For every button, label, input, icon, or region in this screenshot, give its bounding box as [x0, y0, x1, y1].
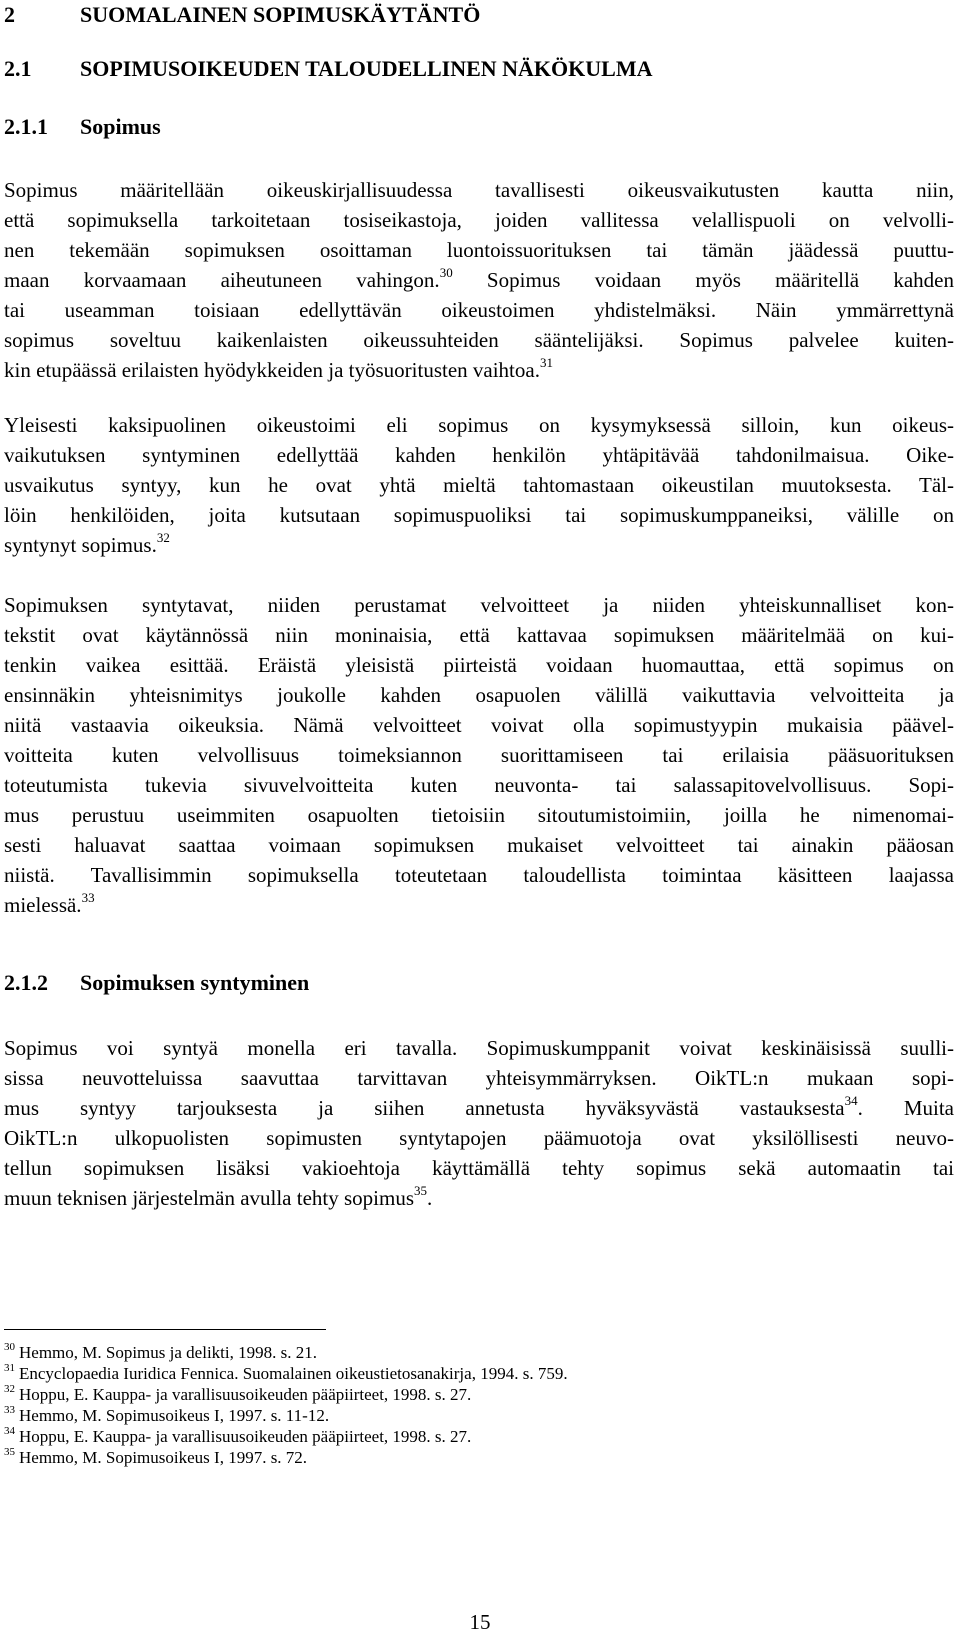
footnote-text: Encyclopaedia Iuridica Fennica. Suomalainen oikeustietosanakirja, 1994. s. 759.	[19, 1364, 568, 1383]
text-line: tekstit ovat käytännössä niin moninaisia, että kattavaa sopimuksen määritelmää on kui-	[4, 623, 954, 647]
footnote-text: Hemmo, M. Sopimusoikeus I, 1997. s. 72.	[19, 1448, 308, 1467]
text-segment: maan korvaamaan aiheutuneen vahingon.	[4, 268, 440, 292]
text-line	[4, 355, 954, 385]
subsection-heading	[4, 970, 309, 996]
footnote-ref: 32	[156, 530, 170, 545]
text-segment: .	[427, 1186, 433, 1210]
text-line: niitä vastaavia oikeuksia. Nämä velvoitteet voivat olla sopimustyypin mukaisia päävel-	[4, 713, 954, 737]
footnote-text: Hemmo, M. Sopimusoikeus I, 1997. s. 11-12.	[19, 1406, 330, 1425]
footnote	[4, 1342, 904, 1363]
heading-number: 2.1	[4, 56, 32, 81]
footnote-number: 34	[4, 1425, 15, 1438]
text-segment: Sopimus voidaan myös määritellä kahden	[452, 268, 955, 292]
heading-number: 2.1.1	[4, 114, 48, 139]
text-line	[4, 265, 954, 295]
text-line: toteutumista tukevia sivuvelvoitteita kuten neuvonta- tai salassapitovelvollisuus. Sopi-	[4, 773, 954, 797]
text-line: voitteita kuten velvollisuus toimeksiannon suorittamiseen tai erilaisia pääsuorituksen	[4, 743, 954, 767]
text-segment: kin etupäässä erilaisten hyödykkeiden ja työsuoritusten vaihtoa.	[4, 358, 540, 382]
paragraph-3	[4, 590, 954, 920]
text-line: Sopimus määritellään oikeuskirjallisuudessa tavallisesti oikeusvaikutusten kautta niin,	[4, 178, 954, 202]
text-line	[4, 530, 954, 560]
paragraph-4	[4, 1033, 954, 1213]
footnote	[4, 1384, 904, 1405]
text-line: että sopimuksella tarkoitetaan tosiseikastoja, joiden vallitessa velallispuoli on velvolli-	[4, 208, 954, 232]
heading-title: SOPIMUSOIKEUDEN TALOUDELLINEN NÄKÖKULMA	[80, 56, 653, 81]
paragraph-1	[4, 175, 954, 385]
paragraph-2	[4, 410, 954, 560]
heading-title: Sopimuksen syntyminen	[80, 970, 310, 995]
footnote	[4, 1405, 904, 1426]
footnote-number: 33	[4, 1404, 15, 1417]
footnote-number: 35	[4, 1446, 15, 1459]
section-heading	[4, 56, 652, 82]
text-line: tenkin vaikea esittää. Eräistä yleisistä piirteistä voidaan huomauttaa, että sopimus on	[4, 653, 954, 677]
subsection-heading	[4, 114, 161, 140]
text-line: nen tekemään sopimuksen osoittaman luontoissuorituksen tai tämän jäädessä puuttu-	[4, 238, 954, 262]
text-line: vaikutuksen syntyminen edellyttää kahden henkilön yhtäpitävää tahdonilmaisua. Oike-	[4, 443, 954, 467]
text-line: mus perustuu useimmiten osapuolten tietoisiin sitoutumistoimiin, joilla he nimenomai-	[4, 803, 954, 827]
text-line: tellun sopimuksen lisäksi vakioehtoja käyttämällä tehty sopimus sekä automaatin tai	[4, 1156, 954, 1180]
text-line: tai useamman toisiaan edellyttävän oikeustoimen yhdistelmäksi. Näin ymmärrettynä	[4, 298, 954, 322]
footnote-ref: 31	[539, 355, 553, 370]
heading-title: Sopimus	[80, 114, 161, 139]
footnote-ref: 34	[844, 1093, 858, 1108]
heading-title: SUOMALAINEN SOPIMUSKÄYTÄNTÖ	[80, 2, 481, 27]
text-line: Sopimus voi syntyä monella eri tavalla. Sopimuskumppanit voivat keskinäisissä suulli-	[4, 1036, 954, 1060]
footnote-number: 30	[4, 1341, 15, 1354]
footnote-text: Hoppu, E. Kauppa- ja varallisuusoikeuden pääpiirteet, 1998. s. 27.	[19, 1385, 472, 1404]
text-line: sesti haluavat saattaa voimaan sopimuksen mukaiset velvoitteet tai ainakin pääosan	[4, 833, 954, 857]
chapter-heading	[4, 2, 480, 28]
footnote-separator	[4, 1329, 326, 1330]
text-line: ensinnäkin yhteisnimitys joukolle kahden osapuolen välillä vaikuttavia velvoitteita ja	[4, 683, 954, 707]
text-segment: mielessä.	[4, 893, 82, 917]
text-line: usvaikutus syntyy, kun he ovat yhtä mieltä tahtomastaan oikeustilan muutoksesta. Täl-	[4, 473, 954, 497]
text-line	[4, 1093, 954, 1123]
text-segment: muun teknisen järjestelmän avulla tehty sopimus	[4, 1186, 415, 1210]
text-line: niistä. Tavallisimmin sopimuksella toteutetaan taloudellista toimintaa käsitteen laajassa	[4, 863, 954, 887]
text-segment: mus syntyy tarjouksesta ja siihen annetusta hyväksyvästä vastauksesta	[4, 1096, 845, 1120]
footnote	[4, 1363, 904, 1384]
text-segment: . Muita	[857, 1096, 954, 1120]
text-line	[4, 890, 954, 920]
footnote-number: 31	[4, 1362, 15, 1375]
footnote-number: 32	[4, 1383, 15, 1396]
text-line: sissa neuvotteluissa saavuttaa tarvittavan yhteisymmärryksen. OikTL:n mukaan sopi-	[4, 1066, 954, 1090]
heading-number: 2.1.2	[4, 970, 48, 995]
text-line: löin henkilöiden, joita kutsutaan sopimuspuoliksi tai sopimuskumppaneiksi, välille on	[4, 503, 954, 527]
footnote-ref: 30	[439, 265, 453, 280]
footnotes	[4, 1342, 904, 1468]
footnote-text: Hemmo, M. Sopimus ja delikti, 1998. s. 21.	[19, 1343, 317, 1362]
text-line: Sopimuksen syntytavat, niiden perustamat velvoitteet ja niiden yhteiskunnalliset kon-	[4, 593, 954, 617]
footnote-ref: 33	[81, 890, 95, 905]
page-number: 15	[469, 1610, 491, 1634]
footnote-text: Hoppu, E. Kauppa- ja varallisuusoikeuden pääpiirteet, 1998. s. 27.	[19, 1427, 472, 1446]
text-line: sopimus soveltuu kaikenlaisten oikeussuhteiden sääntelijäksi. Sopimus palvelee kuiten-	[4, 328, 954, 352]
text-line: OikTL:n ulkopuolisten sopimusten syntytapojen päämuotoja ovat yksilöllisesti neuvo-	[4, 1126, 954, 1150]
footnote-ref: 35	[414, 1183, 428, 1198]
text-segment: syntynyt sopimus.	[4, 533, 157, 557]
text-line	[4, 1183, 954, 1213]
footnote	[4, 1447, 904, 1468]
text-line: Yleisesti kaksipuolinen oikeustoimi eli sopimus on kysymyksessä silloin, kun oikeus-	[4, 413, 954, 437]
heading-number: 2	[4, 2, 15, 27]
footnote	[4, 1426, 904, 1447]
